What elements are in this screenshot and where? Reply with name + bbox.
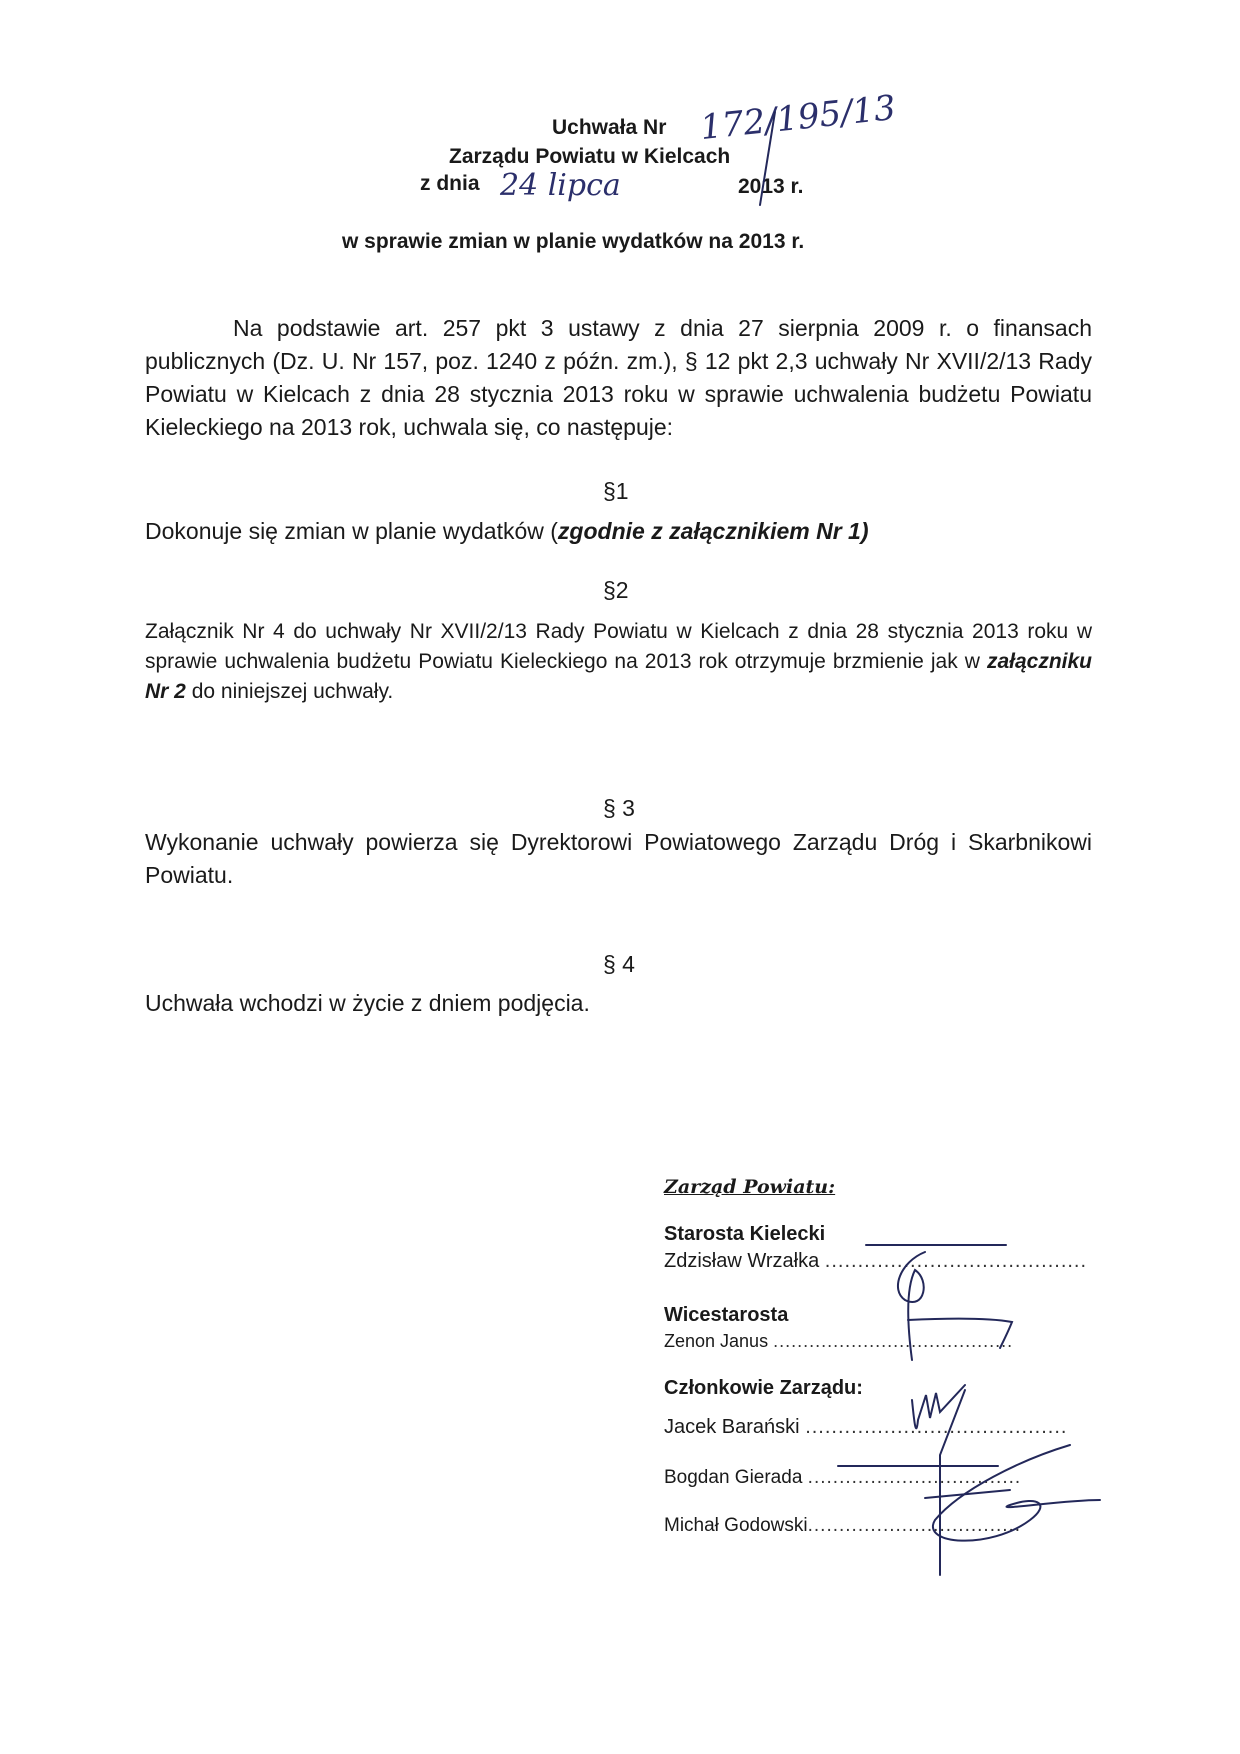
resolution-number-label: Uchwała Nr xyxy=(552,116,667,139)
handwritten-resolution-number: 172/195/13 xyxy=(698,87,898,149)
preamble-paragraph: Na podstawie art. 257 pkt 3 ustawy z dnia 27 sierpnia 2009 r. o finansach publicznych (Dz. U. Nr 157, poz. 1240 z późn. zm.), § 12 pkt 2,3 uchwały Nr XVII/2/13 Rady Powiatu w Kielcach z dnia 28 stycznia 2013 roku w sprawie uchwalenia budżetu Powiatu Kieleckiego na 2013 rok, uchwala się, co następuje: xyxy=(145,315,1092,440)
wicestarosta-name: Zenon Janus xyxy=(664,1331,769,1351)
starosta-name: Zdzisław Wrzałka xyxy=(664,1250,820,1272)
issuing-body: Zarządu Powiatu w Kielcach xyxy=(449,145,731,168)
section-2-mark: §2 xyxy=(603,577,629,603)
date-prefix: z dnia xyxy=(420,172,480,195)
section-1-text-plain: Dokonuje się zmian w planie wydatków ( xyxy=(145,518,558,544)
section-3-mark: § 3 xyxy=(603,795,635,821)
member-3-name: Michał Godowski xyxy=(664,1515,808,1536)
section-4-mark: § 4 xyxy=(603,951,635,977)
member-2-name: Bogdan Gierada xyxy=(664,1467,803,1488)
signature-dots: ........................................ xyxy=(824,1250,1088,1272)
signature-dots: ........................................ xyxy=(805,1416,1068,1438)
section-1-text-emphasis: zgodnie z załącznikiem Nr 1) xyxy=(557,518,869,544)
wicestarosta-title: Wicestarosta xyxy=(664,1304,789,1326)
section-4-text: Uchwała wchodzi w życie z dniem podjęcia. xyxy=(145,990,590,1016)
starosta-title: Starosta Kielecki xyxy=(664,1223,826,1245)
member-1-name: Jacek Barański xyxy=(664,1416,800,1438)
member-3-signature xyxy=(933,1445,1100,1541)
handwritten-date: 24 lipca xyxy=(500,168,621,203)
member-1-signature xyxy=(912,1385,965,1428)
signature-dots: .................................. xyxy=(807,1515,1022,1536)
wicestarosta-signature xyxy=(908,1319,1012,1348)
board-members-title: Członkowie Zarządu: xyxy=(664,1377,863,1399)
signature-dots: ........................................ xyxy=(773,1331,1014,1351)
section-2-text-b: do niniejszej uchwały. xyxy=(185,680,394,703)
signature-dots: .................................. xyxy=(807,1467,1022,1488)
signatures-heading: Zarząd Powiatu: xyxy=(664,1176,836,1198)
section-3-text: Wykonanie uchwały powierza się Dyrektorowi Powiatowego Zarządu Dróg i Skarbnikowi Powiatu. xyxy=(145,829,1092,888)
date-year: 2013 r. xyxy=(738,175,804,198)
starosta-signature-loop xyxy=(898,1252,925,1360)
section-2-text-emphasis: załączniku Nr 2 xyxy=(145,650,1092,703)
header-slash-stroke xyxy=(760,112,775,205)
member-2-signature-vertical xyxy=(940,1390,965,1575)
section-1-mark: §1 xyxy=(603,478,629,504)
section-2-text-a: Załącznik Nr 4 do uchwały Nr XVII/2/13 Rady Powiatu w Kielcach z dnia 28 stycznia 2013 roku w sprawie uchwalenia budżetu Powiatu Kieleckiego na 2013 rok otrzymuje brzmienie jak w xyxy=(145,620,1092,673)
resolution-subject: w sprawie zmian w planie wydatków na 2013 r. xyxy=(342,230,805,253)
